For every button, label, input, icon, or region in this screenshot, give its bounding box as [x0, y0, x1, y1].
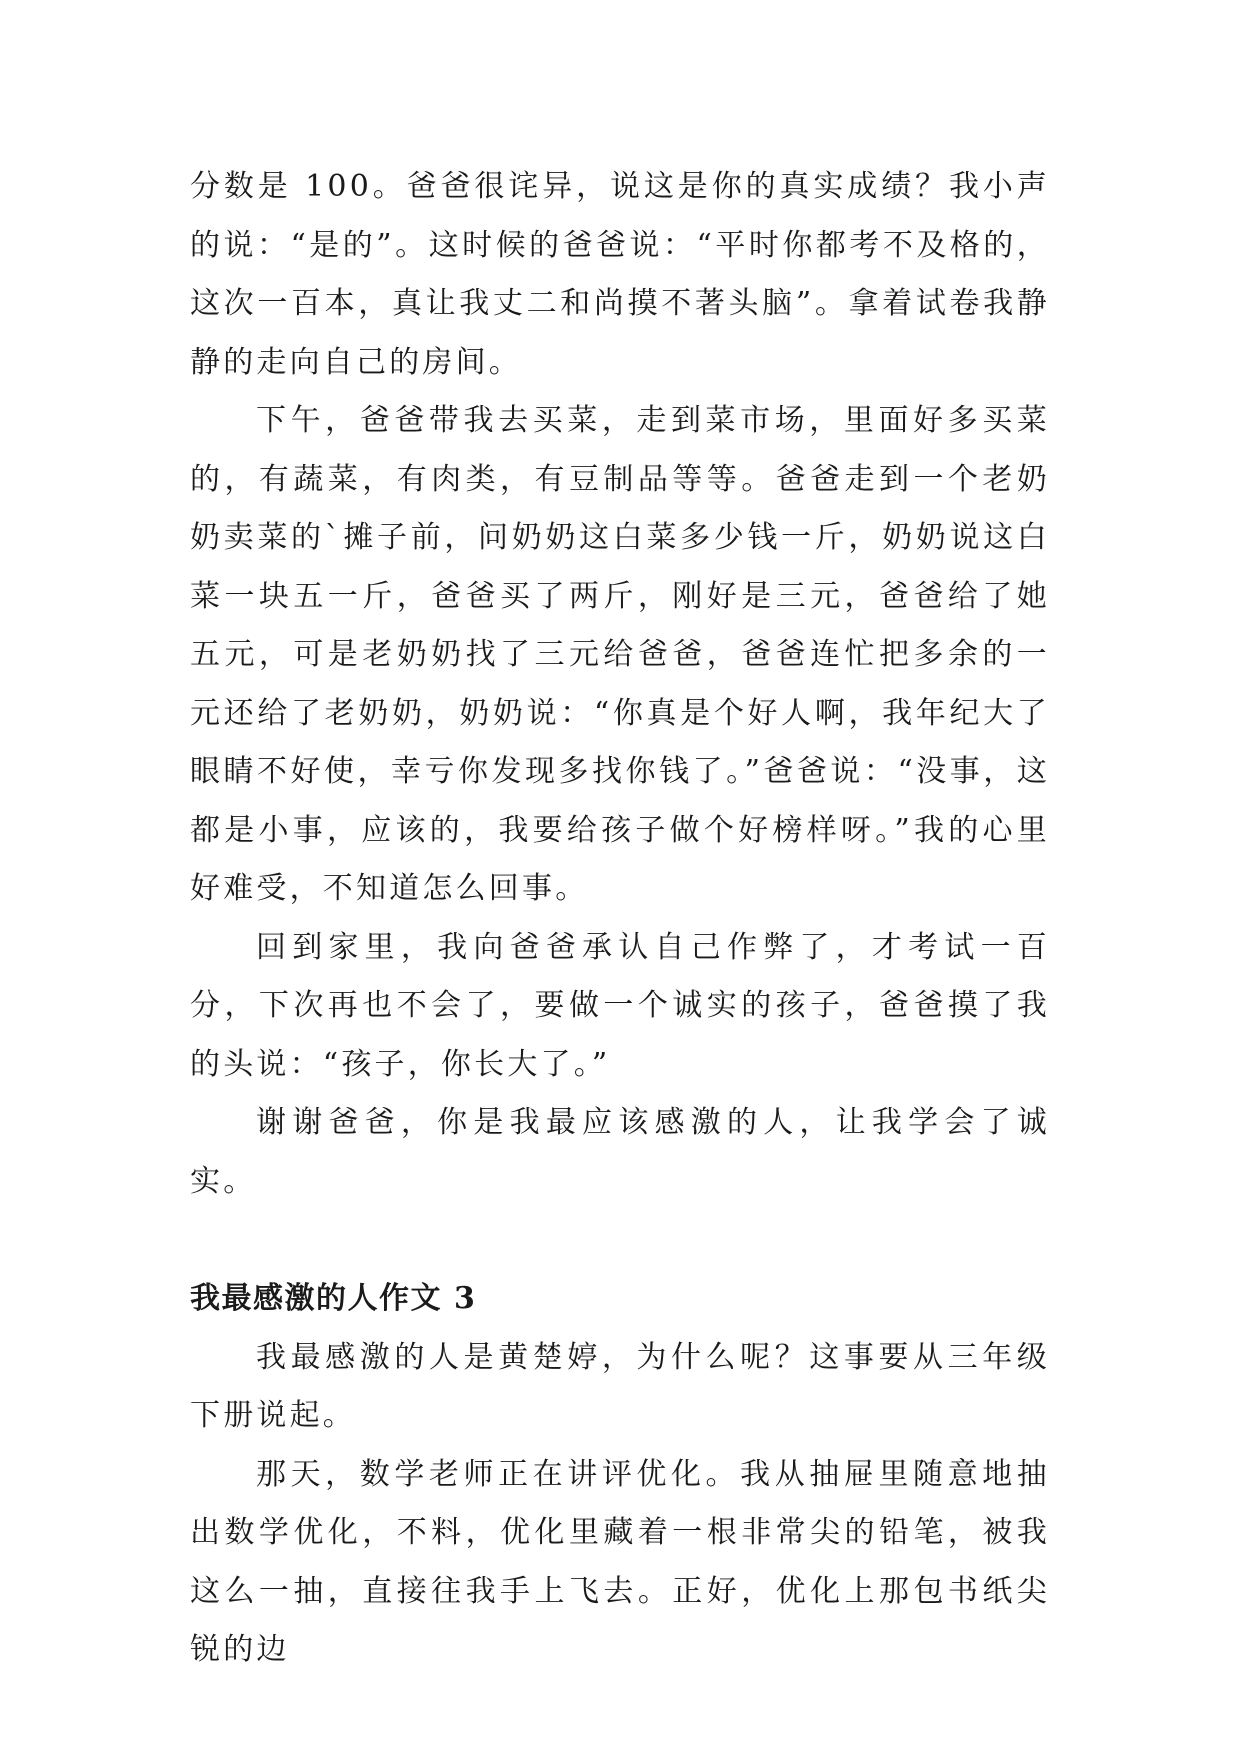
- paragraph-confession: 回到家里，我向爸爸承认自己作弊了，才考试一百分，下次再也不会了，要做一个诚实的孩子，爸爸摸了我的头说：“孩子，你长大了。”: [190, 929, 1050, 1082]
- paragraph-thanks: 谢谢爸爸，你是我最应该感激的人，让我学会了诚实。: [190, 1105, 1050, 1199]
- paragraph-math-class: 那天，数学老师正在讲评优化。我从抽屉里随意地抽出数学优化，不料，优化里藏着一根非常尖的铅笔，被我这么一抽，直接往我手上飞去。正好，优化上那包书纸尖锐的边: [190, 1456, 1050, 1667]
- paragraph-exam-score: 分数是 100。爸爸很诧异，说这是你的真实成绩？我小声的说：“是的”。这时候的爸爸说：“平时你都考不及格的，这次一百本，真让我丈二和尚摸不著头脑”。拿着试卷我静静的走向自己的房间。: [190, 169, 1050, 380]
- paragraph-intro: 我最感激的人是黄楚婷，为什么呢？这事要从三年级下册说起。: [190, 1339, 1050, 1433]
- section-title: 我最感激的人作文 3: [190, 1281, 477, 1316]
- paragraph-market: 下午，爸爸带我去买菜，走到菜市场，里面好多买菜的，有蔬菜，有肉类，有豆制品等等。爸爸走到一个老奶奶卖菜的`摊子前，问奶奶这白菜多少钱一斤，奶奶说这白菜一块五一斤，爸爸买了两斤，刚好是三元，爸爸给了她五元，可是老奶奶找了三元给爸爸，爸爸连忙把多余的一元还给了老奶奶，奶奶说：“你真是个好人啊，我年纪大了眼睛不好使，幸亏你发现多找你钱了。”爸爸说：“没事，这都是小事，应该的，我要给孩子做个好榜样呀。”我的心里好难受，不知道怎么回事。: [190, 403, 1050, 906]
- document-page: [190, 158, 1050, 1680]
